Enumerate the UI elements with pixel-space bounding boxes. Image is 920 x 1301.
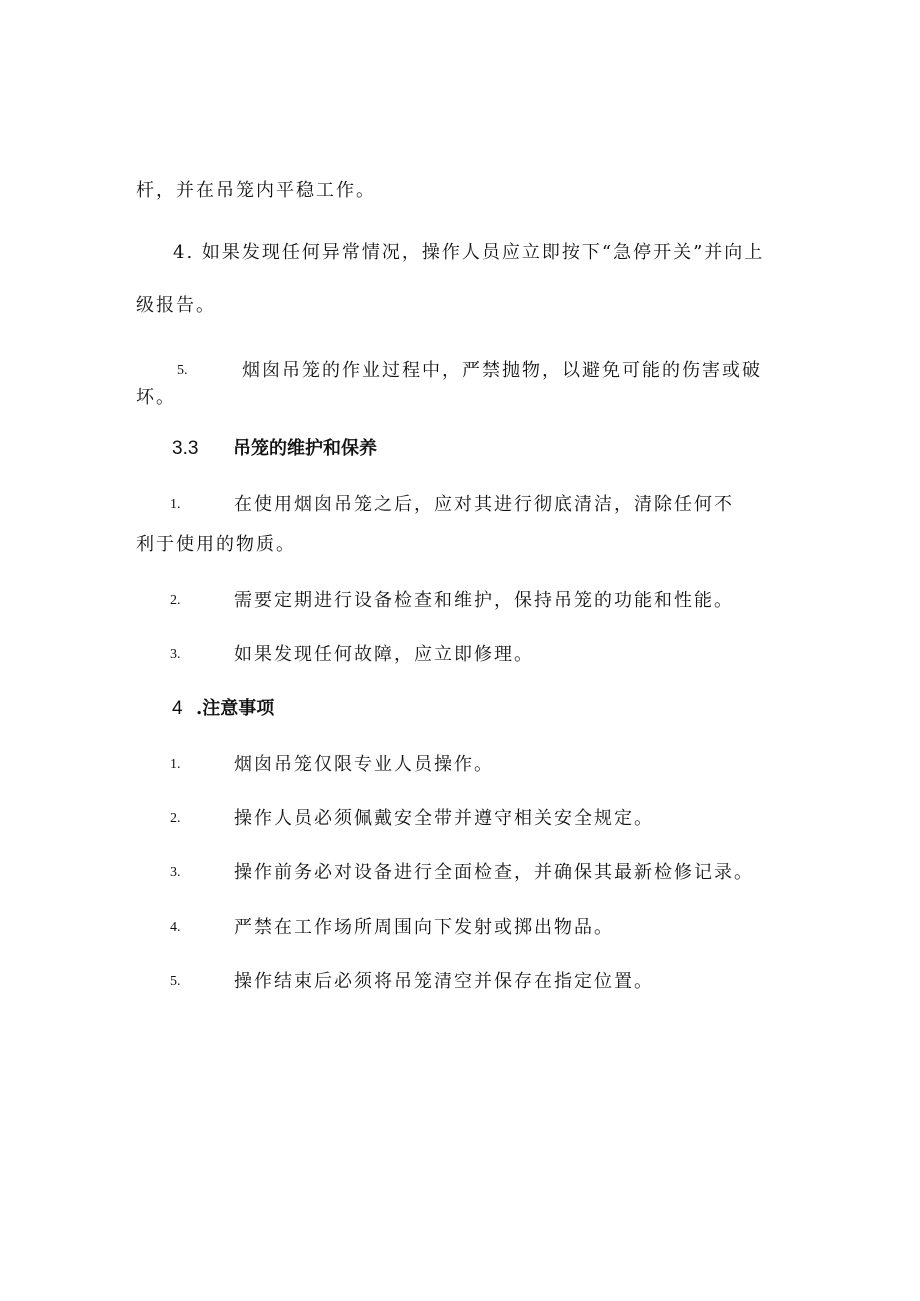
section-4-item-2-text: 操作人员必须佩戴安全带并遵守相关安全规定。 [234,808,654,829]
section-3-3-item-2-number: 2. [170,593,181,608]
section-3-3-item-1-line-1: 在使用烟囱吊笼之后，应对其进行彻底清洁，清除任何不 [234,494,734,515]
item-4-line-1: 4. 如果发现任何异常情况，操作人员应立即按下“急停开关”并向上 [173,242,765,263]
section-4-title: .注意事项 [196,698,275,719]
section-4-item-5-number: 5. [170,974,181,989]
item-5-line-2: 坏。 [136,387,176,408]
section-3-3-title: 吊笼的维护和保养 [233,438,377,459]
section-4-item-2-number: 2. [170,811,181,826]
item-5-number: 5. [177,363,188,378]
section-4-item-1-text: 烟囱吊笼仅限专业人员操作。 [234,754,494,775]
section-3-3-item-1-line-2: 利于使用的物质。 [136,534,296,555]
section-4-number: 4 [172,698,183,719]
section-4-item-1-number: 1. [170,757,181,772]
section-4-item-5-text: 操作结束后必须将吊笼清空并保存在指定位置。 [234,971,654,992]
section-4-item-3-text: 操作前务必对设备进行全面检查，并确保其最新检修记录。 [234,862,754,883]
item-4-line-2: 级报告。 [136,295,216,316]
section-4-item-4-text: 严禁在工作场所周围向下发射或掷出物品。 [234,917,614,938]
section-4-item-4-number: 4. [170,920,181,935]
section-3-3-number: 3.3 [172,438,199,459]
section-3-3-item-3-number: 3. [170,647,181,662]
section-4-item-3-number: 3. [170,865,181,880]
section-3-3-item-2-text: 需要定期进行设备检查和维护，保持吊笼的功能和性能。 [234,590,734,611]
section-3-3-item-1-number: 1. [170,497,181,512]
section-3-3-item-3-text: 如果发现任何故障，应立即修理。 [234,644,534,665]
item-5-line-1: 烟囱吊笼的作业过程中，严禁抛物，以避免可能的伤害或破 [242,360,762,381]
paragraph-continuation: 杆，并在吊笼内平稳工作。 [136,180,376,201]
